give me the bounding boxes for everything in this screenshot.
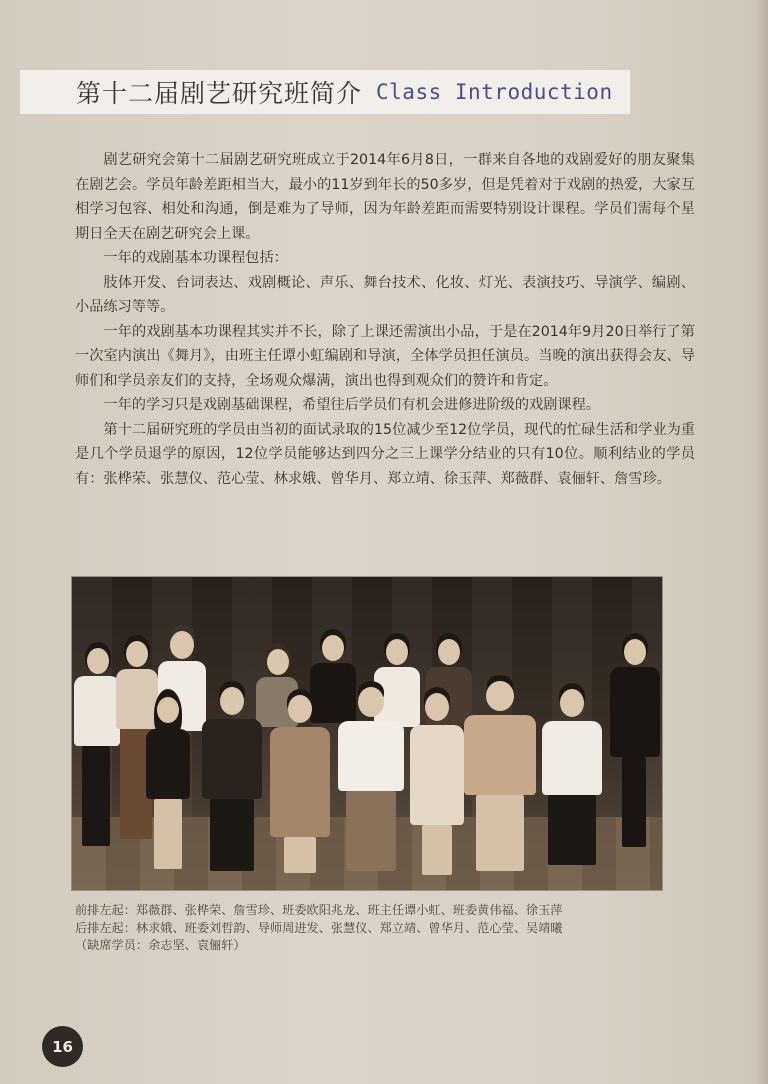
paragraph-graduates: 第十二届研究班的学员由当初的面试录取的15位减少至12位学员，现代的忙碌生活和学业为重是几个学员退学的原因，12位学员能够达到四分之三上课学分结业的只有10位。顺利结业的学员有：张桦荣、张慧仪、范心莹、林求娥、曾华月、郑立靖、徐玉萍、郑薇群、袁俪轩、詹雪珍。	[75, 421, 695, 487]
caption-front-row: 前排左起：郑薇群、张桦荣、詹雪珍、班委欧阳兆龙、班主任谭小虹、班委黄伟福、徐玉萍	[75, 903, 563, 917]
page-edge-shadow	[754, 0, 768, 1084]
caption-absent: （缺席学员：余志坚、袁俪轩）	[75, 938, 246, 952]
page-title-chinese: 第十二届剧艺研究班简介	[76, 79, 363, 108]
photo-person	[142, 689, 194, 879]
photo-caption	[75, 902, 715, 955]
photo-person	[608, 633, 662, 863]
page-title-english: Class Introduction	[376, 80, 613, 104]
photo-person	[200, 681, 264, 881]
paragraph-further-study: 一年的学习只是戏剧基础课程，希望往后学员们有机会进修进阶级的戏剧课程。	[103, 397, 600, 413]
photo-person	[336, 681, 406, 881]
photo-person	[406, 687, 468, 883]
paragraph-curriculum-list: 肢体开发、台词表达、戏剧概论、声乐、舞台技术、化妆、灯光、表演技巧、导演学、编剧、小品练习等等。	[75, 274, 695, 315]
paragraph-intro: 剧艺研究会第十二届剧艺研究班成立于2014年6月8日，一群来自各地的戏剧爱好的朋友聚集在剧艺会。学员年龄差距相当大，最小的11岁到年长的50多岁，但是凭着对于戏剧的热爱，大家互相学习包容、相处和沟通，倒是难为了导师，因为年龄差距而需要特别设计课程。学员们需每个星期日全天在剧艺研究会上课。	[75, 152, 695, 242]
caption-back-row: 后排左起：林求娥、班委刘哲韵、导师周进发、张慧仪、郑立靖、曾华月、范心莹、吴靖曦	[75, 920, 563, 935]
paragraph-curriculum-heading: 一年的戏剧基本功课程包括：	[103, 250, 288, 266]
group-photo-image	[72, 577, 662, 890]
article-body	[75, 148, 695, 491]
paragraph-performance: 一年的戏剧基本功课程其实并不长，除了上课还需演出小品，于是在2014年9月20日举行了第一次室内演出《舞月》，由班主任谭小虹编剧和导演，全体学员担任演员。当晚的演出获得会友、导师们和学员亲友们的支持，全场观众爆满，演出也得到观众们的赞许和肯定。	[75, 323, 695, 389]
photo-person	[538, 683, 606, 879]
title-bar	[20, 70, 630, 114]
photo-person	[462, 675, 538, 881]
photo-person	[268, 689, 332, 879]
page-number: 16	[42, 1026, 83, 1067]
